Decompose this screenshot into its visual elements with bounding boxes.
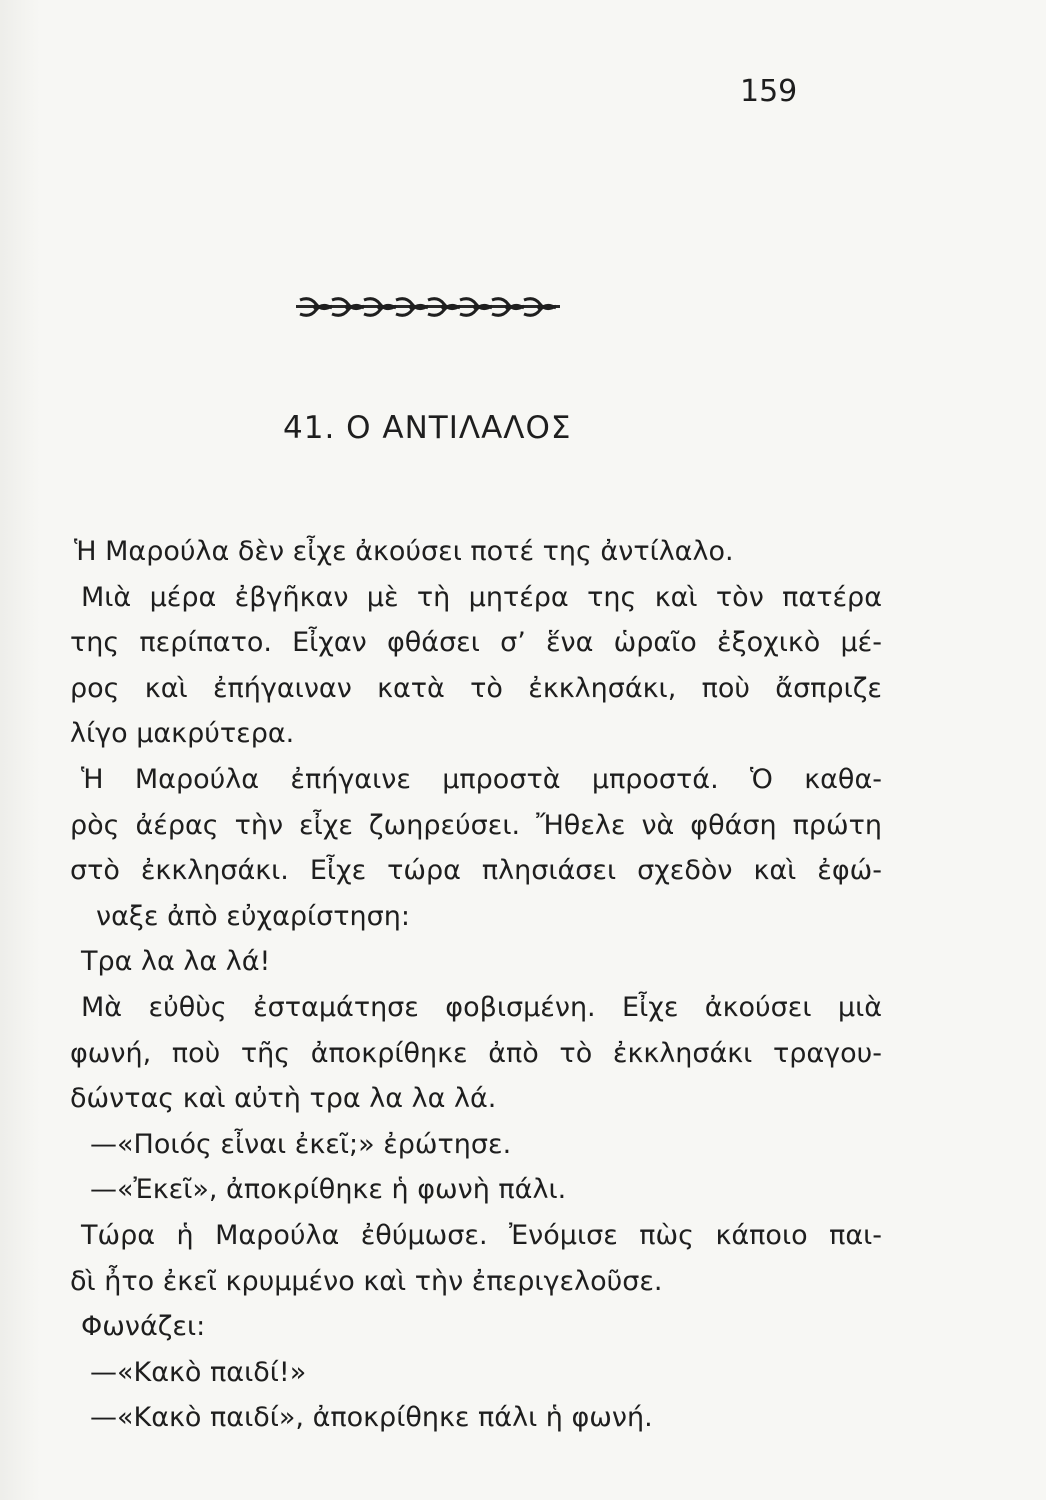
text-line: δὶ ἦτο ἐκεῖ κρυμμένο καὶ τὴν ἐπεριγελοῦσε. <box>70 1265 663 1297</box>
text-line: Τώρα ἡ Μαρούλα ἐθύμωσε. Ἐνόμισε πὼς κάποιο παι- <box>81 1219 882 1251</box>
text-line: —«Κακὸ παιδί», ἀποκρίθηκε πάλι ἡ φωνή. <box>90 1402 653 1434</box>
text-line: Φωνάζει: <box>81 1311 206 1343</box>
text-line: —«Ἐκεῖ», ἀποκρίθηκε ἡ φωνὴ πάλι. <box>90 1174 567 1206</box>
text-line: της περίπατο. Εἶχαν φθάσει σ’ ἕνα ὡραῖο ἐξοχικὸ μέ- <box>70 627 882 659</box>
text-line: Τρα λα λα λά! <box>81 946 271 978</box>
text-line: Μὰ εὐθὺς ἐσταμάτησε φοβισμένη. Εἶχε ἀκούσει μιὰ <box>81 991 882 1023</box>
text-line: Ἡ Μαρούλα ἐπήγαινε μπροστὰ μπροστά. Ὁ καθα- <box>81 763 882 795</box>
text-line: Ἡ Μαρούλα δὲν εἶχε ἀκούσει ποτέ της ἀντίλαλο. <box>74 536 734 567</box>
text-line: ρὸς ἀέρας τὴν εἶχε ζωηρεύσει. Ἤθελε νὰ φθάση πρώτη <box>70 809 882 841</box>
text-line: φωνή, ποὺ τῆς ἀποκρίθηκε ἀπὸ τὸ ἐκκλησάκι τραγου- <box>70 1037 882 1069</box>
ornament-divider <box>296 296 560 318</box>
text-line: ναξε ἀπὸ εὐχαρίστηση: <box>96 900 410 932</box>
text-line: —«Ποιός εἶναι ἐκεῖ;» ἐρώτησε. <box>90 1128 512 1160</box>
text-line: λίγο μακρύτερα. <box>70 718 295 750</box>
chapter-title: 41. Ο ΑΝΤΙΛΑΛΟΣ <box>283 410 572 446</box>
text-line: —«Κακὸ παιδί!» <box>90 1356 307 1388</box>
text-line: ρος καὶ ἐπήγαιναν κατὰ τὸ ἐκκλησάκι, ποὺ ἄσπριζε <box>70 672 882 704</box>
story-text <box>70 529 882 1441</box>
text-line: στὸ ἐκκλησάκι. Εἶχε τώρα πλησιάσει σχεδὸν καὶ ἐφώ- <box>70 855 882 887</box>
page-number: 159 <box>740 74 798 109</box>
text-line: δώντας καὶ αὐτὴ τρα λα λα λά. <box>70 1083 497 1115</box>
text-line: Μιὰ μέρα ἐβγῆκαν μὲ τὴ μητέρα της καὶ τὸν πατέρα <box>81 581 882 613</box>
